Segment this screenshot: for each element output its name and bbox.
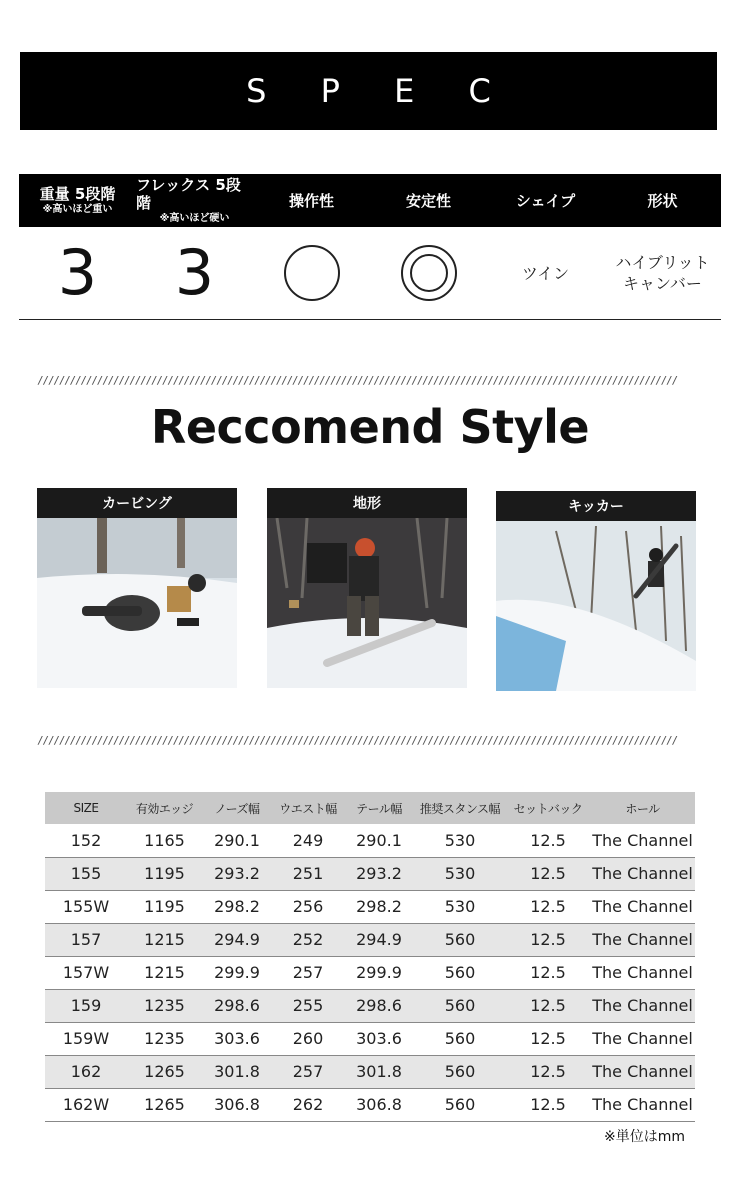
double-circle-icon (401, 245, 457, 301)
cell-effective-edge: 1265 (127, 1088, 202, 1121)
cell-setback: 12.5 (506, 923, 590, 956)
cell-tail-width: 299.9 (344, 956, 414, 989)
cell-setback: 12.5 (506, 890, 590, 923)
cell-nose-width: 299.9 (202, 956, 272, 989)
cell-size: 155W (45, 890, 127, 923)
cell-effective-edge: 1265 (127, 1055, 202, 1088)
cell-waist-width: 260 (272, 1022, 344, 1055)
cell-waist-width: 251 (272, 857, 344, 890)
rating-header-row (19, 174, 721, 227)
header-weight-label: 重量 5段階 (39, 184, 116, 203)
cell-setback: 12.5 (506, 1088, 590, 1121)
form-value (615, 252, 709, 294)
form-value-line2: キャンバー (623, 274, 702, 293)
table-row (45, 890, 695, 923)
cell-hole: The Channel (590, 890, 695, 923)
cell-effective-edge: 1195 (127, 857, 202, 890)
cell-tail-width: 301.8 (344, 1055, 414, 1088)
header-shape (487, 174, 604, 227)
cell-effective-edge: 1235 (127, 1022, 202, 1055)
cell-nose-width: 290.1 (202, 824, 272, 857)
cell-size: 159 (45, 989, 127, 1022)
table-row (45, 1055, 695, 1088)
rating-values-row (19, 227, 721, 320)
cell-effective-edge: 1215 (127, 923, 202, 956)
rating-table (19, 174, 721, 320)
cell-tail-width: 293.2 (344, 857, 414, 890)
cell-waist-width: 256 (272, 890, 344, 923)
weight-value: 3 (57, 236, 98, 309)
header-weight-note: ※高いほど重い (42, 203, 113, 215)
col-waist-width: ウエスト幅 (272, 792, 344, 824)
cell-waist-width: 257 (272, 956, 344, 989)
cell-setback: 12.5 (506, 1055, 590, 1088)
spec-title: S P E C (246, 72, 513, 110)
header-flex (136, 174, 253, 227)
circle-icon (284, 245, 340, 301)
style-label-carving: カービング (37, 488, 237, 518)
cell-hole: The Channel (590, 1022, 695, 1055)
style-label-kicker: キッカー (496, 491, 696, 521)
cell-hole: The Channel (590, 857, 695, 890)
slash-divider-top: ////////////////////////////////////////////////////////////////////////////////////////////////////////////////////// (37, 374, 677, 387)
cell-hole: The Channel (590, 989, 695, 1022)
cell-stance-width: 560 (414, 923, 506, 956)
col-size: SIZE (45, 792, 127, 824)
cell-size: 152 (45, 824, 127, 857)
col-setback: セットバック (506, 792, 590, 824)
cell-stance-width: 560 (414, 1022, 506, 1055)
style-photo-carving (37, 488, 237, 688)
col-tail-width: テール幅 (344, 792, 414, 824)
cell-size: 162 (45, 1055, 127, 1088)
cell-hole: The Channel (590, 1055, 695, 1088)
flex-value: 3 (174, 236, 215, 309)
cell-size: 157W (45, 956, 127, 989)
header-handling-label: 操作性 (288, 191, 334, 210)
table-row (45, 923, 695, 956)
slash-divider-bottom: ////////////////////////////////////////////////////////////////////////////////////////////////////////////////////// (37, 734, 677, 747)
size-table-header (45, 792, 695, 824)
table-row (45, 824, 695, 857)
cell-setback: 12.5 (506, 1022, 590, 1055)
value-flex (136, 227, 253, 319)
cell-effective-edge: 1215 (127, 956, 202, 989)
col-stance-width: 推奨スタンス幅 (414, 792, 506, 824)
header-handling (253, 174, 370, 227)
form-value-line1: ハイブリット (615, 253, 710, 272)
kicker-photo-image (496, 491, 696, 691)
header-weight (19, 174, 136, 227)
cell-setback: 12.5 (506, 989, 590, 1022)
unit-note: ※単位はmm (603, 1129, 685, 1145)
cell-effective-edge: 1195 (127, 890, 202, 923)
style-photo-terrain (267, 488, 467, 688)
cell-tail-width: 290.1 (344, 824, 414, 857)
value-weight (19, 227, 136, 319)
carving-photo-image (37, 488, 237, 688)
cell-setback: 12.5 (506, 824, 590, 857)
header-form-label: 形状 (647, 191, 678, 210)
table-row (45, 989, 695, 1022)
cell-size: 159W (45, 1022, 127, 1055)
cell-stance-width: 560 (414, 956, 506, 989)
cell-waist-width: 257 (272, 1055, 344, 1088)
header-stability-label: 安定性 (405, 191, 451, 210)
cell-effective-edge: 1235 (127, 989, 202, 1022)
cell-size: 162W (45, 1088, 127, 1121)
header-stability (370, 174, 487, 227)
header-shape-label: シェイプ (515, 191, 576, 210)
value-stability (370, 227, 487, 319)
col-effective-edge: 有効エッジ (127, 792, 202, 824)
cell-tail-width: 298.6 (344, 989, 414, 1022)
style-label-terrain: 地形 (267, 488, 467, 518)
cell-size: 157 (45, 923, 127, 956)
cell-effective-edge: 1165 (127, 824, 202, 857)
col-hole: ホール (590, 792, 695, 824)
cell-setback: 12.5 (506, 956, 590, 989)
cell-size: 155 (45, 857, 127, 890)
cell-nose-width: 298.2 (202, 890, 272, 923)
table-row (45, 1022, 695, 1055)
cell-stance-width: 560 (414, 1088, 506, 1121)
cell-waist-width: 249 (272, 824, 344, 857)
cell-hole: The Channel (590, 923, 695, 956)
cell-stance-width: 530 (414, 890, 506, 923)
value-form (604, 227, 721, 319)
cell-nose-width: 293.2 (202, 857, 272, 890)
cell-waist-width: 255 (272, 989, 344, 1022)
cell-tail-width: 306.8 (344, 1088, 414, 1121)
cell-nose-width: 298.6 (202, 989, 272, 1022)
cell-waist-width: 252 (272, 923, 344, 956)
cell-stance-width: 560 (414, 1055, 506, 1088)
recommend-style-title: Reccomend Style (150, 400, 590, 454)
header-form (604, 174, 721, 227)
table-row (45, 1088, 695, 1121)
cell-waist-width: 262 (272, 1088, 344, 1121)
header-flex-note: ※高いほど硬い (159, 212, 230, 224)
spec-banner (20, 52, 717, 130)
cell-nose-width: 303.6 (202, 1022, 272, 1055)
cell-nose-width: 306.8 (202, 1088, 272, 1121)
cell-setback: 12.5 (506, 857, 590, 890)
header-flex-label: フレックス 5段階 (136, 175, 241, 212)
cell-hole: The Channel (590, 824, 695, 857)
cell-nose-width: 301.8 (202, 1055, 272, 1088)
cell-stance-width: 530 (414, 857, 506, 890)
cell-stance-width: 560 (414, 989, 506, 1022)
cell-nose-width: 294.9 (202, 923, 272, 956)
cell-tail-width: 298.2 (344, 890, 414, 923)
cell-hole: The Channel (590, 1088, 695, 1121)
value-shape (487, 227, 604, 319)
table-row (45, 956, 695, 989)
cell-hole: The Channel (590, 956, 695, 989)
table-row (45, 857, 695, 890)
shape-value: ツイン (521, 263, 570, 283)
col-nose-width: ノーズ幅 (202, 792, 272, 824)
cell-tail-width: 303.6 (344, 1022, 414, 1055)
terrain-photo-image (267, 488, 467, 688)
size-spec-table (45, 792, 695, 1122)
style-photo-kicker (496, 491, 696, 691)
cell-stance-width: 530 (414, 824, 506, 857)
value-handling (253, 227, 370, 319)
cell-tail-width: 294.9 (344, 923, 414, 956)
